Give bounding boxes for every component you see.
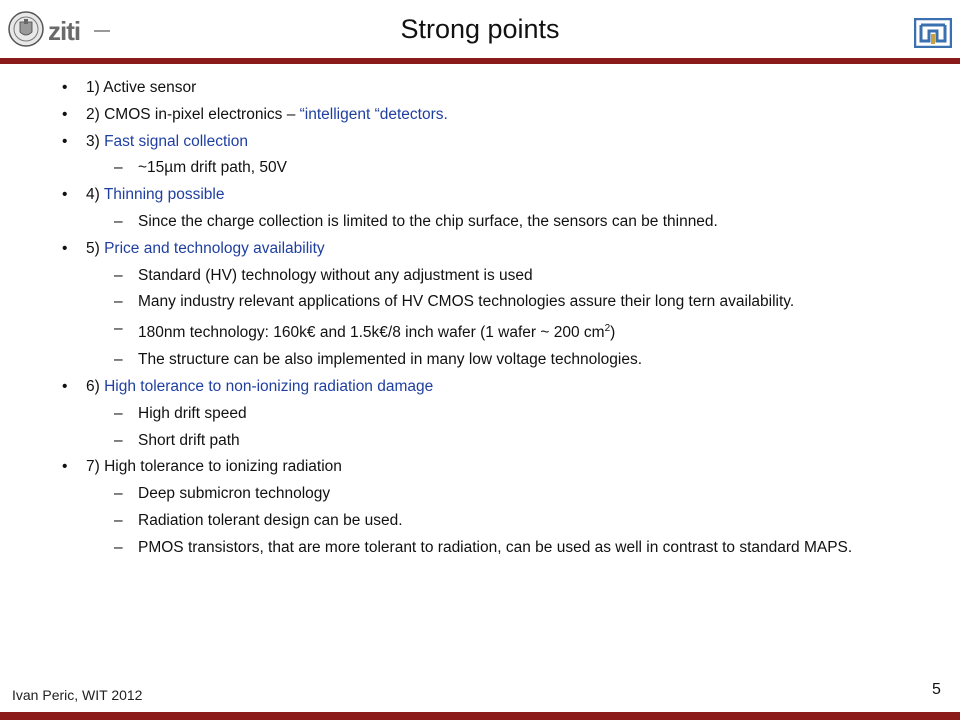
sub-bullet-item [62, 350, 942, 370]
bullet-item [62, 377, 942, 397]
dash-marker: – [114, 212, 123, 230]
page-number: 5 [932, 681, 941, 698]
dash-marker: – [114, 511, 123, 529]
bullet-text: Many industry relevant applications of HV CMOS technologies assure their long tern availability. [138, 293, 795, 311]
bullet-text: 180nm technology: 160k€ and 1.5k€/8 inch wafer (1 wafer ~ 200 cm [138, 324, 605, 342]
dash-marker: – [114, 431, 123, 449]
bullet-text: 5) [86, 239, 105, 257]
bullet-text: Radiation tolerant design can be used. [138, 511, 403, 529]
sub-bullet-item [62, 319, 942, 343]
superscript: 2 [604, 323, 611, 335]
bullet-text-suffix: ) [610, 324, 616, 342]
dash-marker: – [114, 404, 123, 422]
bullet-item [62, 457, 942, 477]
dash-marker: – [114, 485, 123, 503]
dash-marker: – [114, 351, 123, 369]
bullet-item [62, 78, 942, 98]
svg-text:ziti: ziti [48, 16, 81, 46]
bullet-marker: • [62, 186, 68, 204]
footer-author: Ivan Peric, WIT 2012 [12, 687, 143, 703]
bullet-text: 7) High tolerance to ionizing radiation [86, 458, 342, 476]
sub-bullet-item [62, 538, 942, 558]
bullet-item [62, 239, 942, 259]
sub-bullet-item [62, 484, 942, 504]
sub-bullet-item [62, 266, 942, 286]
sub-bullet-item [62, 431, 942, 451]
bullet-marker: • [62, 132, 68, 150]
bullet-text: Standard (HV) technology without any adjustment is used [138, 266, 533, 284]
bullet-highlight-text: Thinning possible [103, 186, 225, 204]
bullet-text: Deep submicron technology [138, 485, 331, 503]
dash-marker: – [114, 538, 123, 556]
bullet-text: Since the charge collection is limited to the chip surface, the sensors can be thinned. [138, 212, 718, 230]
bottom-divider [0, 712, 960, 720]
bullet-list [62, 78, 942, 565]
bullet-text: 2) CMOS in-pixel electronics – [86, 105, 300, 123]
bullet-text: PMOS transistors, that are more tolerant to radiation, can be used as well in contrast to standard MAPS. [138, 538, 853, 556]
bullet-text: 1) Active sensor [86, 79, 197, 96]
bullet-text: ~15µm drift path, 50V [138, 159, 287, 177]
sub-bullet-item [62, 158, 942, 178]
bullet-marker: • [62, 458, 68, 476]
bullet-highlight-text: “intelligent “detectors. [299, 105, 448, 123]
bullet-highlight-text: Fast signal collection [104, 132, 248, 150]
bullet-text: 6) [86, 377, 105, 395]
page-title: Strong points [400, 14, 560, 44]
institute-logo-icon [914, 18, 952, 48]
bullet-highlight-text: High tolerance to non-ionizing radiation damage [104, 377, 434, 395]
dash-marker: – [114, 293, 123, 311]
bullet-item [62, 105, 942, 125]
bullet-marker: • [62, 79, 68, 96]
bullet-item [62, 185, 942, 205]
sub-bullet-item [62, 292, 942, 312]
bullet-marker: • [62, 105, 68, 123]
bullet-text: Short drift path [138, 431, 240, 449]
bullet-text: 3) [86, 132, 105, 150]
bullet-text: High drift speed [138, 404, 247, 422]
bullet-highlight-text: Price and technology availability [104, 239, 325, 257]
dash-marker: – [114, 266, 123, 284]
bullet-item [62, 132, 942, 152]
bullet-marker: • [62, 377, 68, 395]
sub-bullet-item [62, 212, 942, 232]
sub-bullet-item [62, 511, 942, 531]
dash-marker: – [114, 320, 123, 338]
title-divider [0, 58, 960, 64]
bullet-marker: • [62, 239, 68, 257]
dash-marker: – [114, 159, 123, 177]
bullet-text: 4) [86, 186, 104, 204]
bullet-text: The structure can be also implemented in many low voltage technologies. [138, 351, 643, 369]
sub-bullet-item [62, 404, 942, 424]
